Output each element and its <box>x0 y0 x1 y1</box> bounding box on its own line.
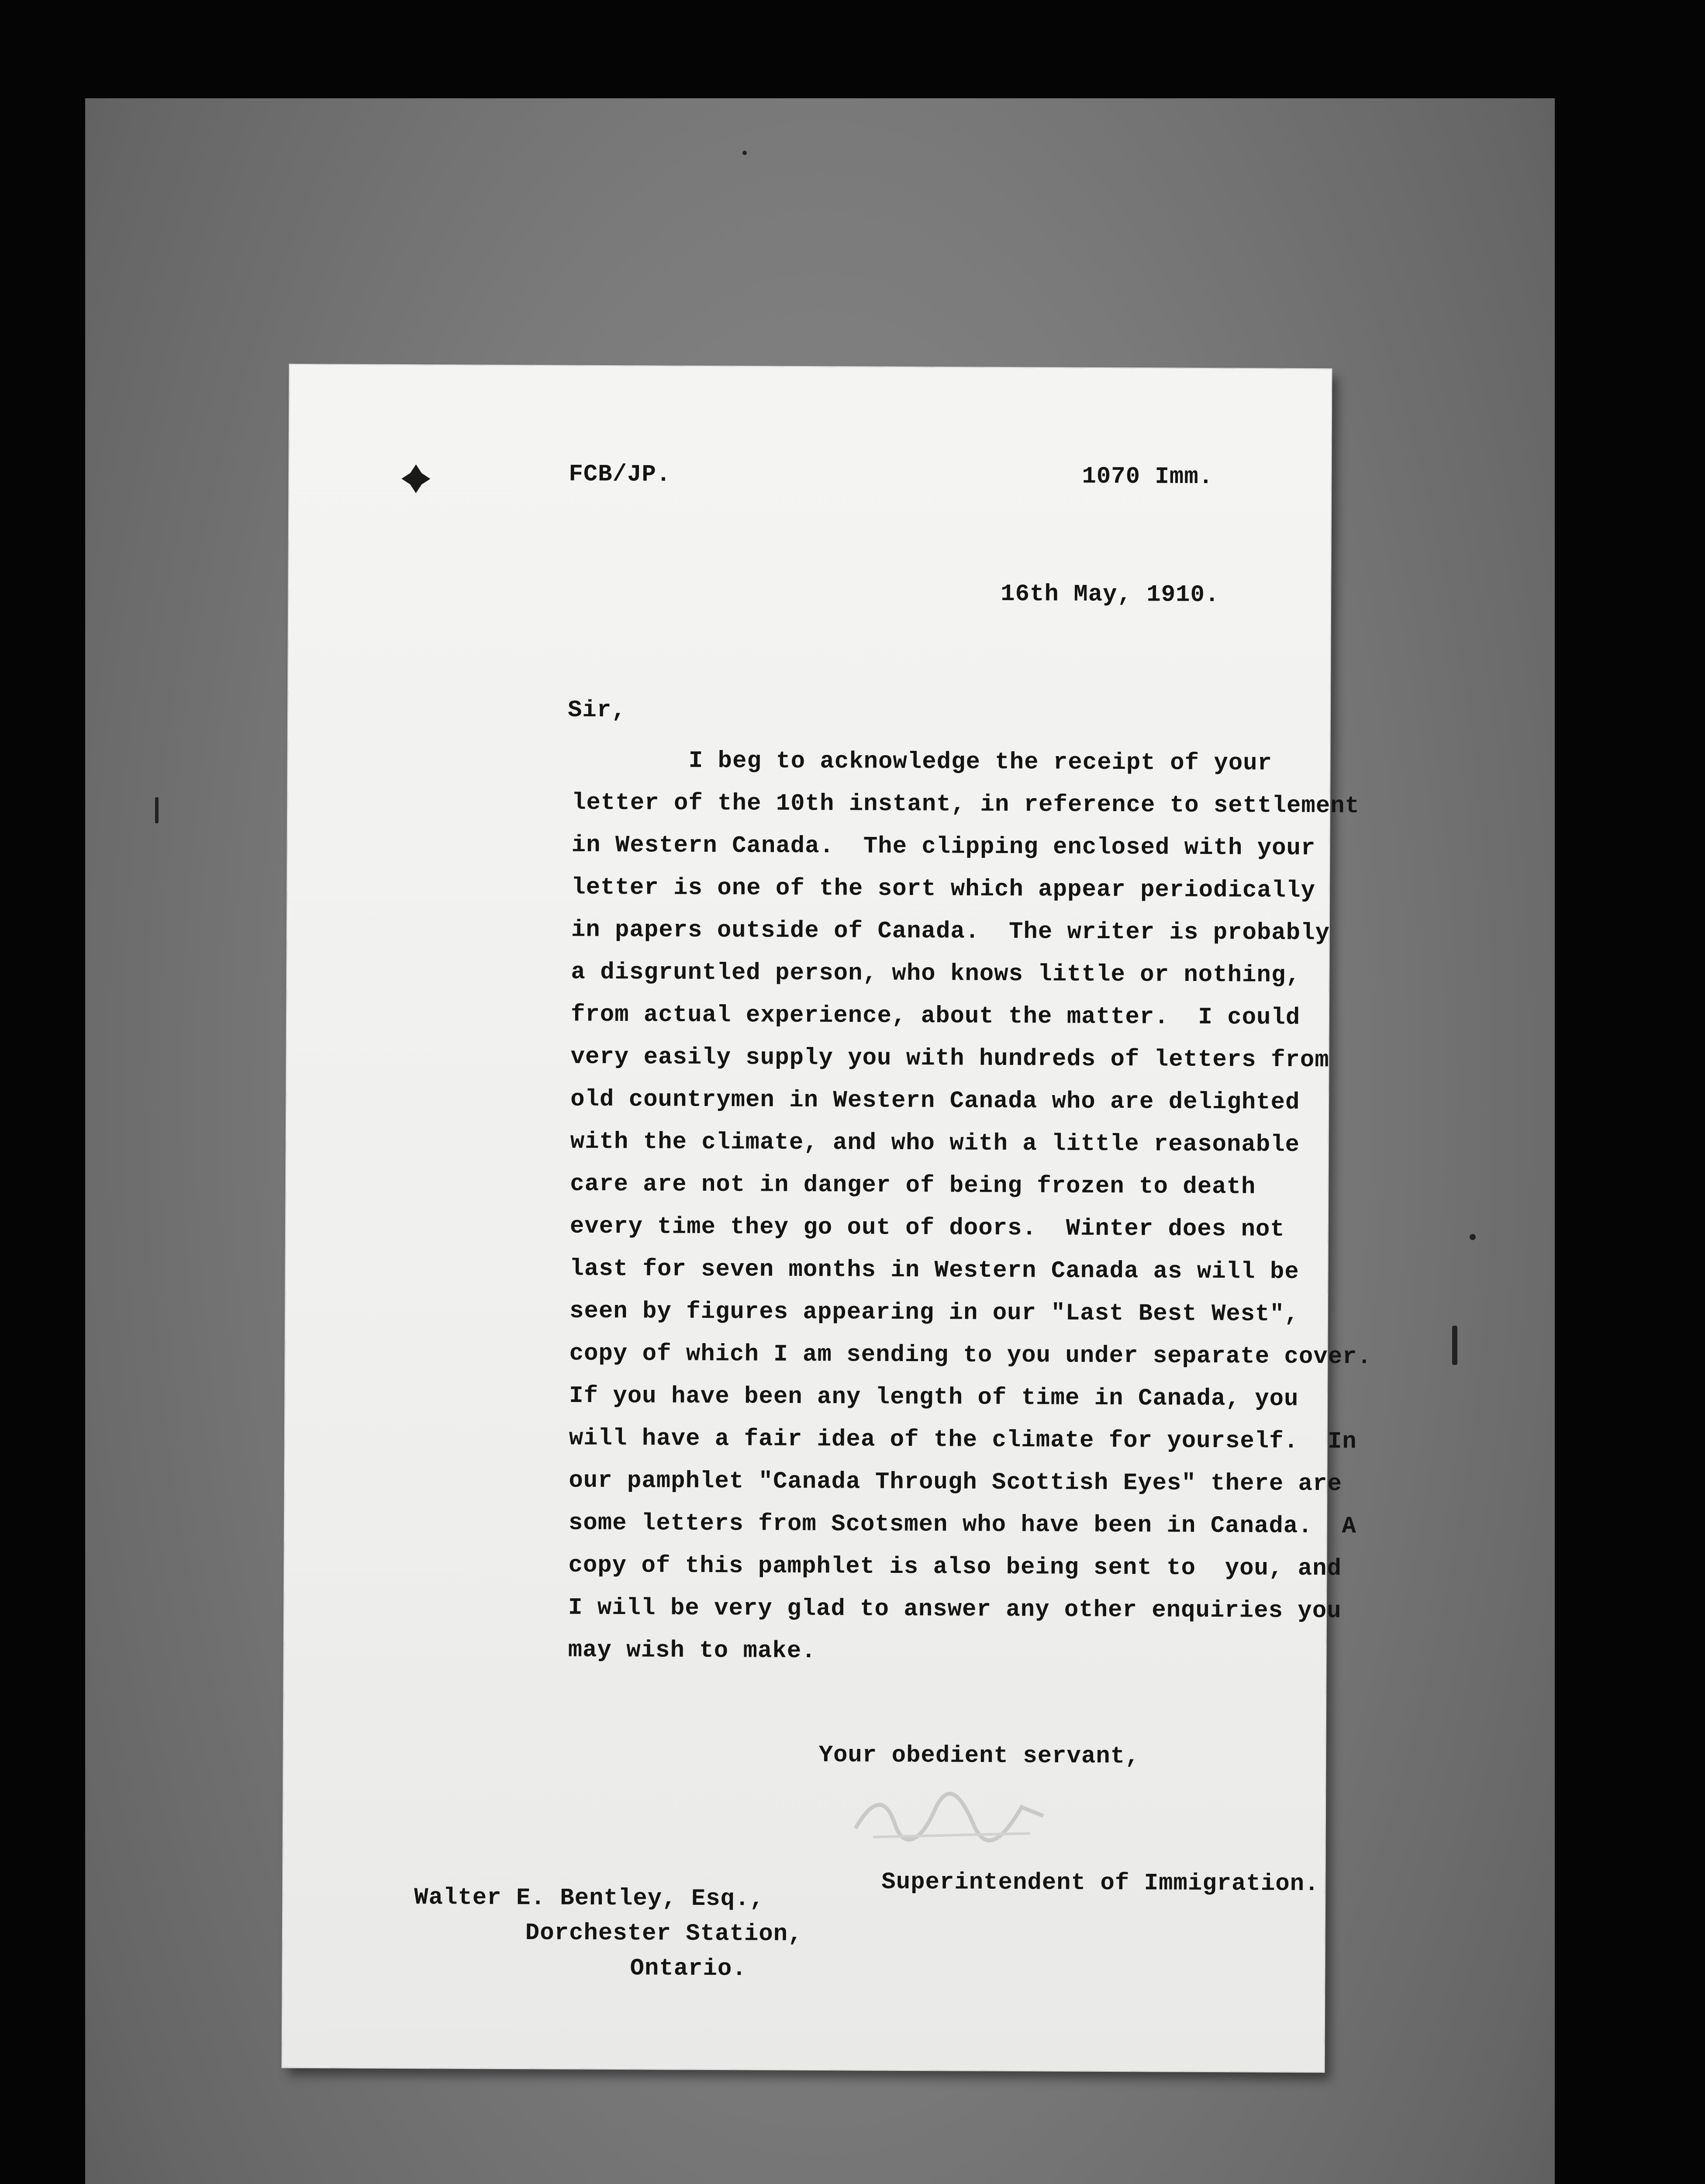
body-line: I will be very glad to answer any other enquiries you <box>568 1594 1342 1625</box>
salutation: Sir, <box>567 697 626 724</box>
body-line: letter of the 10th instant, in reference to settlement <box>572 789 1360 820</box>
body-line: every time they go out of doors. Winter does not <box>569 1213 1285 1243</box>
board-mark <box>155 797 159 823</box>
body-line: some letters from Scotsmen who have been in Canada. A <box>568 1510 1356 1540</box>
body-line: copy of this pamphlet is also being sent to you, and <box>568 1552 1342 1583</box>
letter-page <box>283 365 1372 2072</box>
body-line: care are not in danger of being frozen to death <box>570 1171 1256 1201</box>
body-line: with the climate, and who with a little reasonable <box>570 1128 1300 1158</box>
body-line: letter is one of the sort which appear periodically <box>571 874 1316 905</box>
body-line: a disgruntled person, who knows little or nothing, <box>571 959 1301 989</box>
body-line: I beg to acknowledge the receipt of your <box>572 747 1273 777</box>
body-line: in papers outside of Canada. The writer is probably <box>571 916 1330 947</box>
addressee-station: Dorchester Station, <box>525 1920 803 1948</box>
body-line: seen by figures appearing in our "Last Best West", <box>569 1298 1299 1328</box>
body-line: may wish to make. <box>568 1637 816 1665</box>
body-line: old countrymen in Western Canada who are delighted <box>570 1086 1300 1116</box>
file-reference-initials: FCB/JP. <box>569 461 671 488</box>
body-line: our pamphlet "Canada Through Scottish Eyes" there are <box>569 1467 1342 1498</box>
punch-hole-mark <box>400 463 431 494</box>
body-line: very easily supply you with hundreds of letters from <box>570 1044 1329 1074</box>
file-number: 1070 Imm. <box>1082 463 1214 491</box>
addressee-name: Walter E. Bentley, Esq., <box>414 1884 765 1913</box>
body-line: from actual experience, about the matter. I could <box>570 1001 1301 1031</box>
board-speck <box>1470 1234 1476 1240</box>
board-speck <box>742 151 747 155</box>
closing-phrase: Your obedient servant, <box>818 1742 1140 1770</box>
board-mark <box>1452 1326 1457 1365</box>
addressee-province: Ontario. <box>630 1955 747 1983</box>
letter-date: 16th May, 1910. <box>1001 581 1220 609</box>
faint-signature <box>847 1780 1053 1851</box>
signatory-title: Superintendent of Immigration. <box>881 1869 1319 1898</box>
body-line: If you have been any length of time in Canada, you <box>569 1382 1299 1413</box>
body-line: copy of which I am sending to you under separate cover. <box>569 1340 1372 1371</box>
body-line: will have a fair idea of the climate for yourself. In <box>569 1425 1357 1455</box>
body-line: in Western Canada. The clipping enclosed with your <box>571 832 1316 862</box>
body-line: last for seven months in Western Canada as will be <box>569 1255 1299 1286</box>
